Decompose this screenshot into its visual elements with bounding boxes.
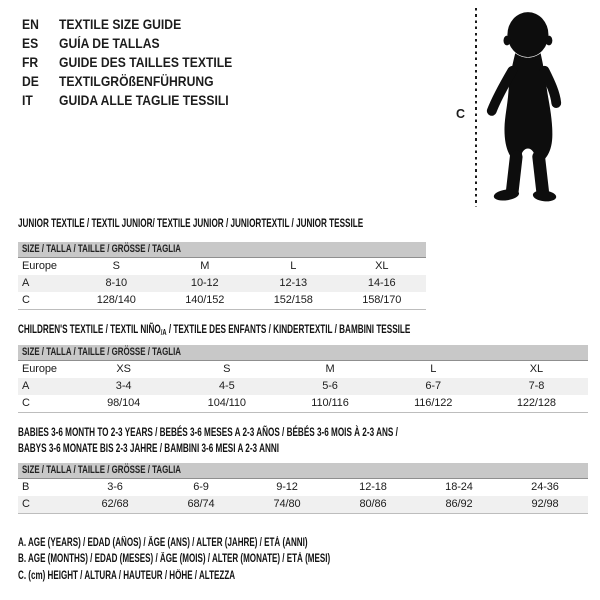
table-row-age — [18, 378, 588, 395]
row-label: Europe — [22, 260, 57, 272]
value-cell: 98/104 — [107, 397, 141, 409]
value-cell: 116/122 — [414, 397, 453, 409]
size-cell: L — [290, 260, 297, 272]
language-code: DE — [22, 74, 39, 89]
value-cell: 8-10 — [105, 277, 128, 289]
language-title: TEXTILGRÖßENFÜHRUNG — [59, 74, 214, 89]
table-row-months — [18, 479, 588, 496]
gender-suffix: /A — [160, 327, 167, 337]
size-table-children — [18, 345, 588, 413]
table-row-europe — [18, 258, 426, 275]
value-cell: 104/110 — [207, 397, 246, 409]
size-cell: L — [430, 363, 437, 375]
value-cell: 152/158 — [273, 294, 313, 306]
language-row-de — [22, 72, 252, 91]
language-row-it — [22, 91, 252, 110]
value-cell: 7-8 — [528, 380, 545, 392]
row-label: A — [22, 277, 30, 289]
language-row-fr — [22, 53, 252, 72]
table-row-height — [18, 395, 588, 412]
value-cell: 18-24 — [445, 481, 473, 493]
footnote-b: B. AGE (MONTHS) / EDAD (MESES) / ÂGE (MOIS) / ALTER (MONATE) / ETÀ (MESI) — [18, 553, 331, 566]
section-title-junior: JUNIOR TEXTILE / TEXTIL JUNIOR/ TEXTILE JUNIOR / JUNIORTEXTIL / JUNIOR TESSILE — [18, 216, 364, 230]
size-cell: M — [325, 363, 335, 375]
language-row-es — [22, 34, 252, 53]
size-cell: XL — [375, 260, 389, 272]
value-cell: 158/170 — [362, 294, 402, 306]
table-row-height — [18, 292, 426, 309]
language-code: ES — [22, 36, 39, 51]
table-row-europe — [18, 361, 588, 378]
row-label: A — [22, 380, 30, 392]
table-row-age — [18, 275, 426, 292]
value-cell: 74/80 — [273, 498, 301, 510]
size-cell: S — [112, 260, 120, 272]
size-header-bar: SIZE / TALLA / TAILLE / GRÖSSE / TAGLIA — [18, 463, 588, 479]
value-cell: 80/86 — [359, 498, 387, 510]
value-cell: 4-5 — [219, 380, 235, 392]
value-cell: 9-12 — [276, 481, 298, 493]
size-header-bar: SIZE / TALLA / TAILLE / GRÖSSE / TAGLIA — [18, 345, 588, 361]
value-cell: 10-12 — [190, 277, 219, 289]
language-row-en — [22, 15, 252, 34]
size-cell: XS — [116, 363, 131, 375]
value-cell: 140/152 — [185, 294, 225, 306]
baby-silhouette — [482, 8, 568, 204]
value-cell: 122/128 — [516, 397, 556, 409]
value-cell: 86/92 — [445, 498, 473, 510]
value-cell: 6-9 — [193, 481, 209, 493]
value-cell: 3-6 — [107, 481, 123, 493]
section-title-children: CHILDREN'S TEXTILE / TEXTIL NIÑO/A / TEXTILE DES ENFANTS / KINDERTEXTIL / BAMBINI TESSILE — [18, 322, 411, 337]
size-cell: M — [200, 260, 210, 272]
table-row-height — [18, 496, 588, 513]
footnote-a: A. AGE (YEARS) / EDAD (AÑOS) / ÂGE (ANS) / ALTER (JAHRE) / ETÀ (ANNI) — [18, 537, 308, 549]
size-cell: XL — [529, 363, 544, 375]
language-title: GUIDE DES TAILLES TEXTILE — [59, 55, 233, 70]
row-label: C — [22, 498, 30, 510]
height-measure-dashed-line — [475, 8, 477, 207]
size-table-babies — [18, 463, 588, 514]
footnotes — [18, 535, 464, 584]
value-cell: 12-13 — [279, 277, 308, 289]
size-cell: S — [223, 363, 231, 375]
row-label: C — [22, 294, 30, 306]
value-cell: 6-7 — [425, 380, 442, 392]
section-title-babies: BABIES 3-6 MONTH TO 2-3 YEARS / BEBÉS 3-6 MESES A 2-3 AÑOS / BÉBÉS 3-6 MOIS À 2-3 ANS / BABYS 3-6 MONATE BIS 2-3 JAHRE / BAMBINI 3-6 MESI A 2-3 ANNI — [18, 425, 398, 455]
language-title: GUIDA ALLE TAGLIE TESSILI — [59, 93, 229, 108]
value-cell: 12-18 — [359, 481, 387, 493]
value-cell: 24-36 — [531, 481, 559, 493]
language-code: EN — [22, 17, 39, 32]
value-cell: 14-16 — [367, 277, 396, 289]
row-label: Europe — [22, 363, 57, 375]
value-cell: 62/68 — [101, 498, 129, 510]
row-label: C — [22, 397, 30, 409]
language-list — [22, 15, 252, 110]
language-code: IT — [22, 93, 33, 108]
row-label: B — [22, 481, 30, 493]
language-title: TEXTILE SIZE GUIDE — [59, 17, 182, 32]
value-cell: 5-6 — [322, 380, 338, 392]
value-cell: 110/116 — [311, 397, 349, 409]
value-cell: 68/74 — [187, 498, 215, 510]
size-table-junior — [18, 242, 426, 310]
value-cell: 92/98 — [531, 498, 559, 510]
footnote-c: C. (cm) HEIGHT / ALTURA / HAUTEUR / HÖHE / ALTEZZA — [18, 569, 236, 582]
value-cell: 3-4 — [115, 380, 132, 392]
height-measure-label: C — [456, 107, 466, 121]
size-header-bar: SIZE / TALLA / TAILLE / GRÖSSE / TAGLIA — [18, 242, 426, 258]
language-code: FR — [22, 55, 39, 70]
language-title: GUÍA DE TALLAS — [59, 36, 160, 51]
value-cell: 128/140 — [96, 294, 136, 306]
